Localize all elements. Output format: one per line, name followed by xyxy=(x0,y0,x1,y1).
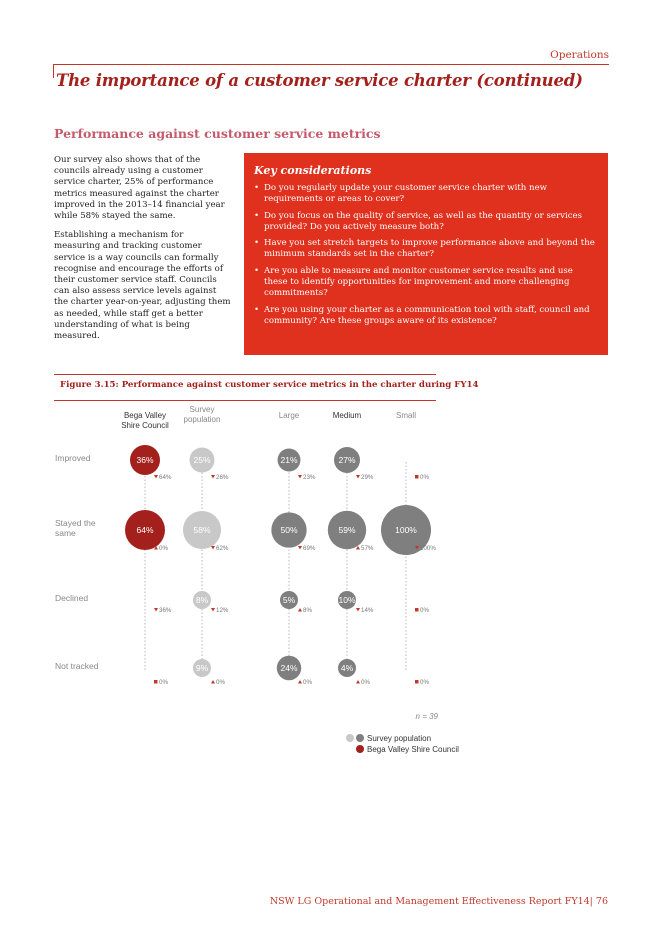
bubble-label: 8% xyxy=(195,595,209,605)
change-flat-icon xyxy=(415,475,419,479)
change-label: 0% xyxy=(361,679,370,686)
section-heading: Performance against customer service metrics xyxy=(54,126,381,141)
legend-swatch-council xyxy=(356,745,364,753)
change-down-icon xyxy=(211,546,215,550)
change-up-icon xyxy=(211,680,215,684)
change-down-icon xyxy=(356,475,360,479)
sample-size-label: n = 39 xyxy=(415,712,438,721)
column-header: Bega Valley xyxy=(123,411,167,420)
change-flat-icon xyxy=(415,680,419,684)
bubble-label: 4% xyxy=(340,663,354,673)
column-header: Medium xyxy=(332,411,362,420)
change-down-icon xyxy=(356,608,360,612)
change-label: 0% xyxy=(303,679,312,686)
consideration-item: • Have you set stretch targets to improve performance above and beyond the minimum standards set in the charter? xyxy=(254,238,596,261)
page-title: The importance of a customer service charter (continued) xyxy=(56,71,583,90)
page-footer: NSW LG Operational and Management Effectiveness Report FY14| 76 xyxy=(269,896,608,907)
row-label: Improved xyxy=(55,453,91,463)
change-label: 62% xyxy=(216,545,229,552)
change-down-icon xyxy=(298,475,302,479)
change-down-icon xyxy=(211,608,215,612)
legend-swatch-survey-dark xyxy=(356,734,364,742)
bubble-label: 9% xyxy=(195,663,209,673)
change-label: 0% xyxy=(159,679,168,686)
bubble-label: 58% xyxy=(193,525,211,535)
change-label: 14% xyxy=(361,607,374,614)
legend-label: Survey population xyxy=(367,734,432,743)
legend-label: Bega Valley Shire Council xyxy=(367,745,459,754)
bubble-label: 10% xyxy=(338,595,356,605)
column-header: Small xyxy=(395,411,417,420)
bubble-label: 36% xyxy=(136,455,154,465)
bubble-label: 25% xyxy=(193,455,211,465)
change-up-icon xyxy=(356,680,360,684)
row-label: Declined xyxy=(55,593,89,603)
change-label: 29% xyxy=(361,474,374,481)
column-header: Large xyxy=(278,411,300,420)
row-label: Not tracked xyxy=(55,661,99,671)
change-down-icon xyxy=(211,475,215,479)
row-label: Stayed the xyxy=(55,518,96,528)
change-label: 8% xyxy=(303,607,312,614)
bubble-label: 27% xyxy=(338,455,356,465)
consideration-item: • Do you focus on the quality of service, as well as the quantity or services provided? Do you actively measure both? xyxy=(254,211,596,234)
change-label: 57% xyxy=(361,545,374,552)
change-flat-icon xyxy=(415,608,419,612)
change-label: 100% xyxy=(420,545,436,552)
consideration-item: • Do you regularly update your customer service charter with new requirements or areas to cover? xyxy=(254,183,596,206)
change-label: 26% xyxy=(216,474,229,481)
change-label: 0% xyxy=(420,474,429,481)
change-label: 69% xyxy=(303,545,316,552)
change-flat-icon xyxy=(154,680,158,684)
bubble-label: 59% xyxy=(338,525,356,535)
change-label: 0% xyxy=(420,607,429,614)
change-down-icon xyxy=(298,546,302,550)
change-label: 36% xyxy=(159,607,172,614)
change-down-icon xyxy=(154,475,158,479)
change-up-icon xyxy=(298,680,302,684)
legend-swatch-survey-light xyxy=(346,734,354,742)
section-tag: Operations xyxy=(550,49,609,61)
bubble-label: 24% xyxy=(280,663,298,673)
change-down-icon xyxy=(154,608,158,612)
change-label: 12% xyxy=(216,607,229,614)
bubble-label: 100% xyxy=(395,525,417,535)
body-paragraph-1: Our survey also shows that of the councils already using a customer service charter, 25% of performance metrics measured against the charter improved in the 2013–14 financial year while 58% stayed the same. xyxy=(54,155,225,222)
row-label: same xyxy=(55,528,76,538)
change-label: 64% xyxy=(159,474,172,481)
change-label: 0% xyxy=(216,679,225,686)
figure-title: Figure 3.15: Performance against customer service metrics in the charter during FY14 xyxy=(60,380,479,390)
body-paragraph-2: Establishing a mechanism for measuring and tracking customer service is a way councils can formally recognise and encourage the efforts of their customer service staff. Councils can also assess service levels against the charter year-on-year, adjusting them as needed, while staff get a better understanding of what is being measured. xyxy=(54,230,231,342)
change-up-icon xyxy=(298,608,302,612)
bubble-label: 64% xyxy=(136,525,154,535)
change-label: 0% xyxy=(420,679,429,686)
key-considerations-title: Key considerations xyxy=(254,164,372,177)
change-label: 0% xyxy=(159,545,168,552)
consideration-item: • Are you using your charter as a communication tool with staff, council and community? Are these groups aware of its existence? xyxy=(254,305,596,328)
bubble-label: 21% xyxy=(280,455,298,465)
column-header: Survey xyxy=(189,405,215,414)
column-header: population xyxy=(183,415,221,424)
column-header: Shire Council xyxy=(121,421,169,430)
bubble-label: 5% xyxy=(282,595,296,605)
change-label: 23% xyxy=(303,474,316,481)
consideration-item: • Are you able to measure and monitor customer service results and use these to identify opportunities for improvement and more challenging commitments? xyxy=(254,266,596,300)
bubble-label: 50% xyxy=(280,525,298,535)
